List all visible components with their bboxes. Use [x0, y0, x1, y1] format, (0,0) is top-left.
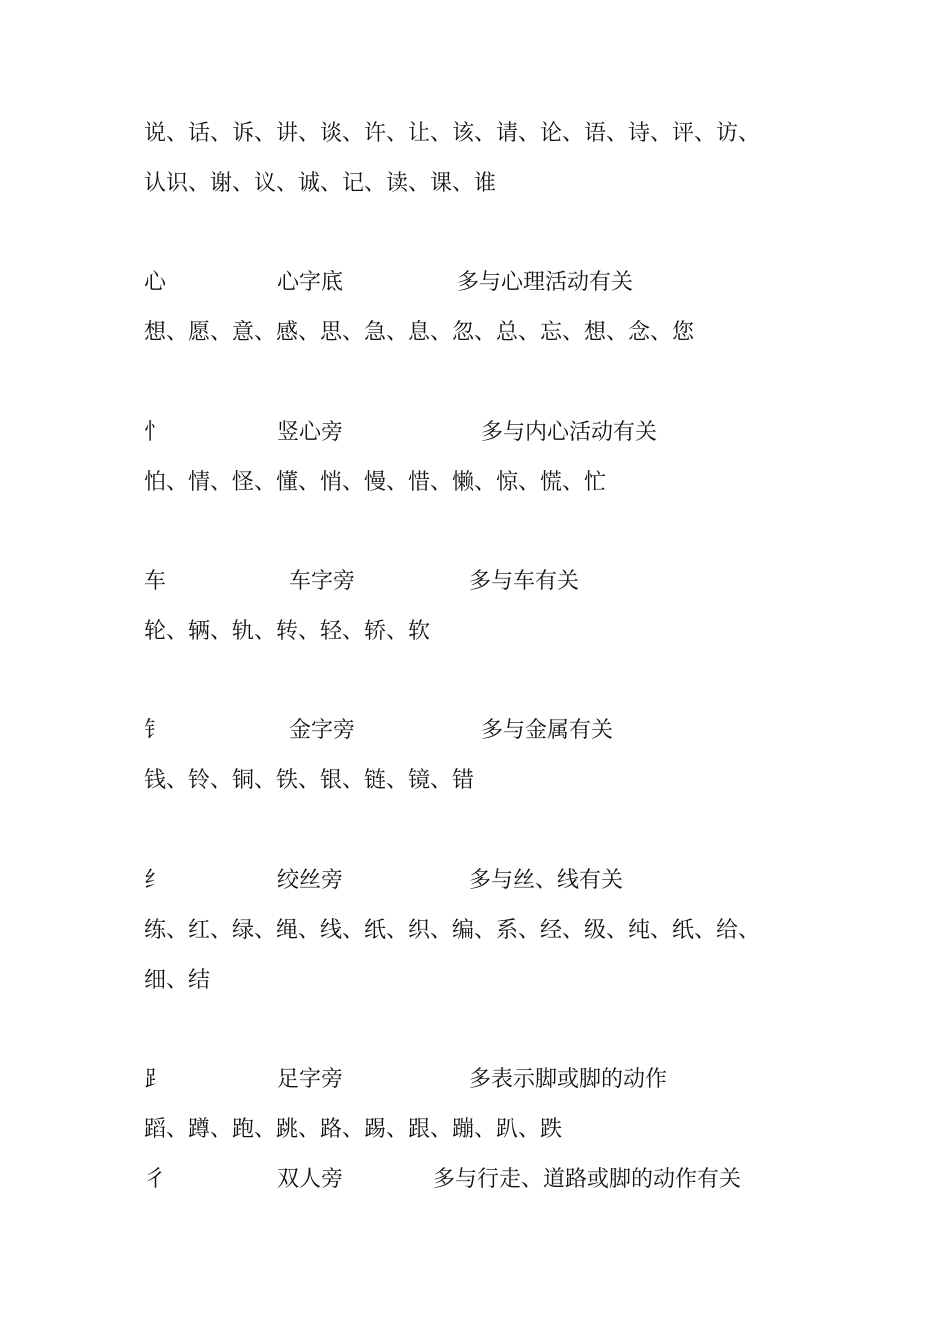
examples-line: 蹈、蹲、跑、跳、路、踢、跟、蹦、趴、跌	[144, 1117, 563, 1142]
radical-glyph: 车	[144, 569, 167, 594]
radical-glyph: 钅	[144, 718, 167, 743]
examples-line: 怕、情、怪、懂、悄、慢、惜、懒、惊、慌、忙	[144, 470, 607, 495]
section-header-jin	[0, 716, 950, 746]
radical-name: 心字底	[277, 270, 344, 295]
radical-glyph: 心	[144, 270, 167, 295]
radical-meaning: 多与内心活动有关	[481, 420, 658, 445]
examples-line: 想、愿、意、感、思、急、息、忽、总、忘、想、念、您	[144, 320, 695, 345]
section-header-xin	[0, 268, 950, 298]
examples-line: 练、红、绿、绳、线、纸、织、编、系、经、级、纯、纸、给、	[144, 918, 761, 943]
radical-glyph: 忄	[144, 420, 167, 445]
radical-glyph: 纟	[144, 868, 167, 893]
radical-name: 双人旁	[277, 1167, 344, 1192]
radical-meaning: 多与心理活动有关	[457, 270, 634, 295]
radical-meaning: 多与金属有关	[481, 718, 614, 743]
radical-meaning: 多与车有关	[469, 569, 580, 594]
examples-line: 细、结	[144, 968, 211, 993]
section-header-zu	[0, 1065, 950, 1095]
radical-meaning: 多与丝、线有关	[469, 868, 624, 893]
radical-name: 足字旁	[277, 1067, 344, 1092]
radical-name: 绞丝旁	[277, 868, 344, 893]
radical-glyph: 彳	[144, 1167, 167, 1192]
examples-line: 轮、辆、轨、转、轻、轿、软	[144, 619, 431, 644]
radical-glyph: ⻊	[144, 1067, 167, 1092]
section-header-si	[0, 866, 950, 896]
intro-line-1: 说、话、诉、讲、谈、许、让、该、请、论、语、诗、评、访、	[144, 121, 761, 146]
section-header-che	[0, 567, 950, 597]
radical-meaning: 多与行走、道路或脚的动作有关	[433, 1167, 742, 1192]
radical-name: 车字旁	[289, 569, 356, 594]
radical-meaning: 多表示脚或脚的动作	[469, 1067, 668, 1092]
section-header-shuangren	[0, 1165, 950, 1195]
radical-name: 金字旁	[289, 718, 356, 743]
examples-line: 钱、铃、铜、铁、银、链、镜、错	[144, 768, 475, 793]
intro-line-2: 认识、谢、议、诚、记、读、课、谁	[144, 171, 497, 196]
section-header-shuxin	[0, 418, 950, 448]
radical-name: 竖心旁	[277, 420, 344, 445]
